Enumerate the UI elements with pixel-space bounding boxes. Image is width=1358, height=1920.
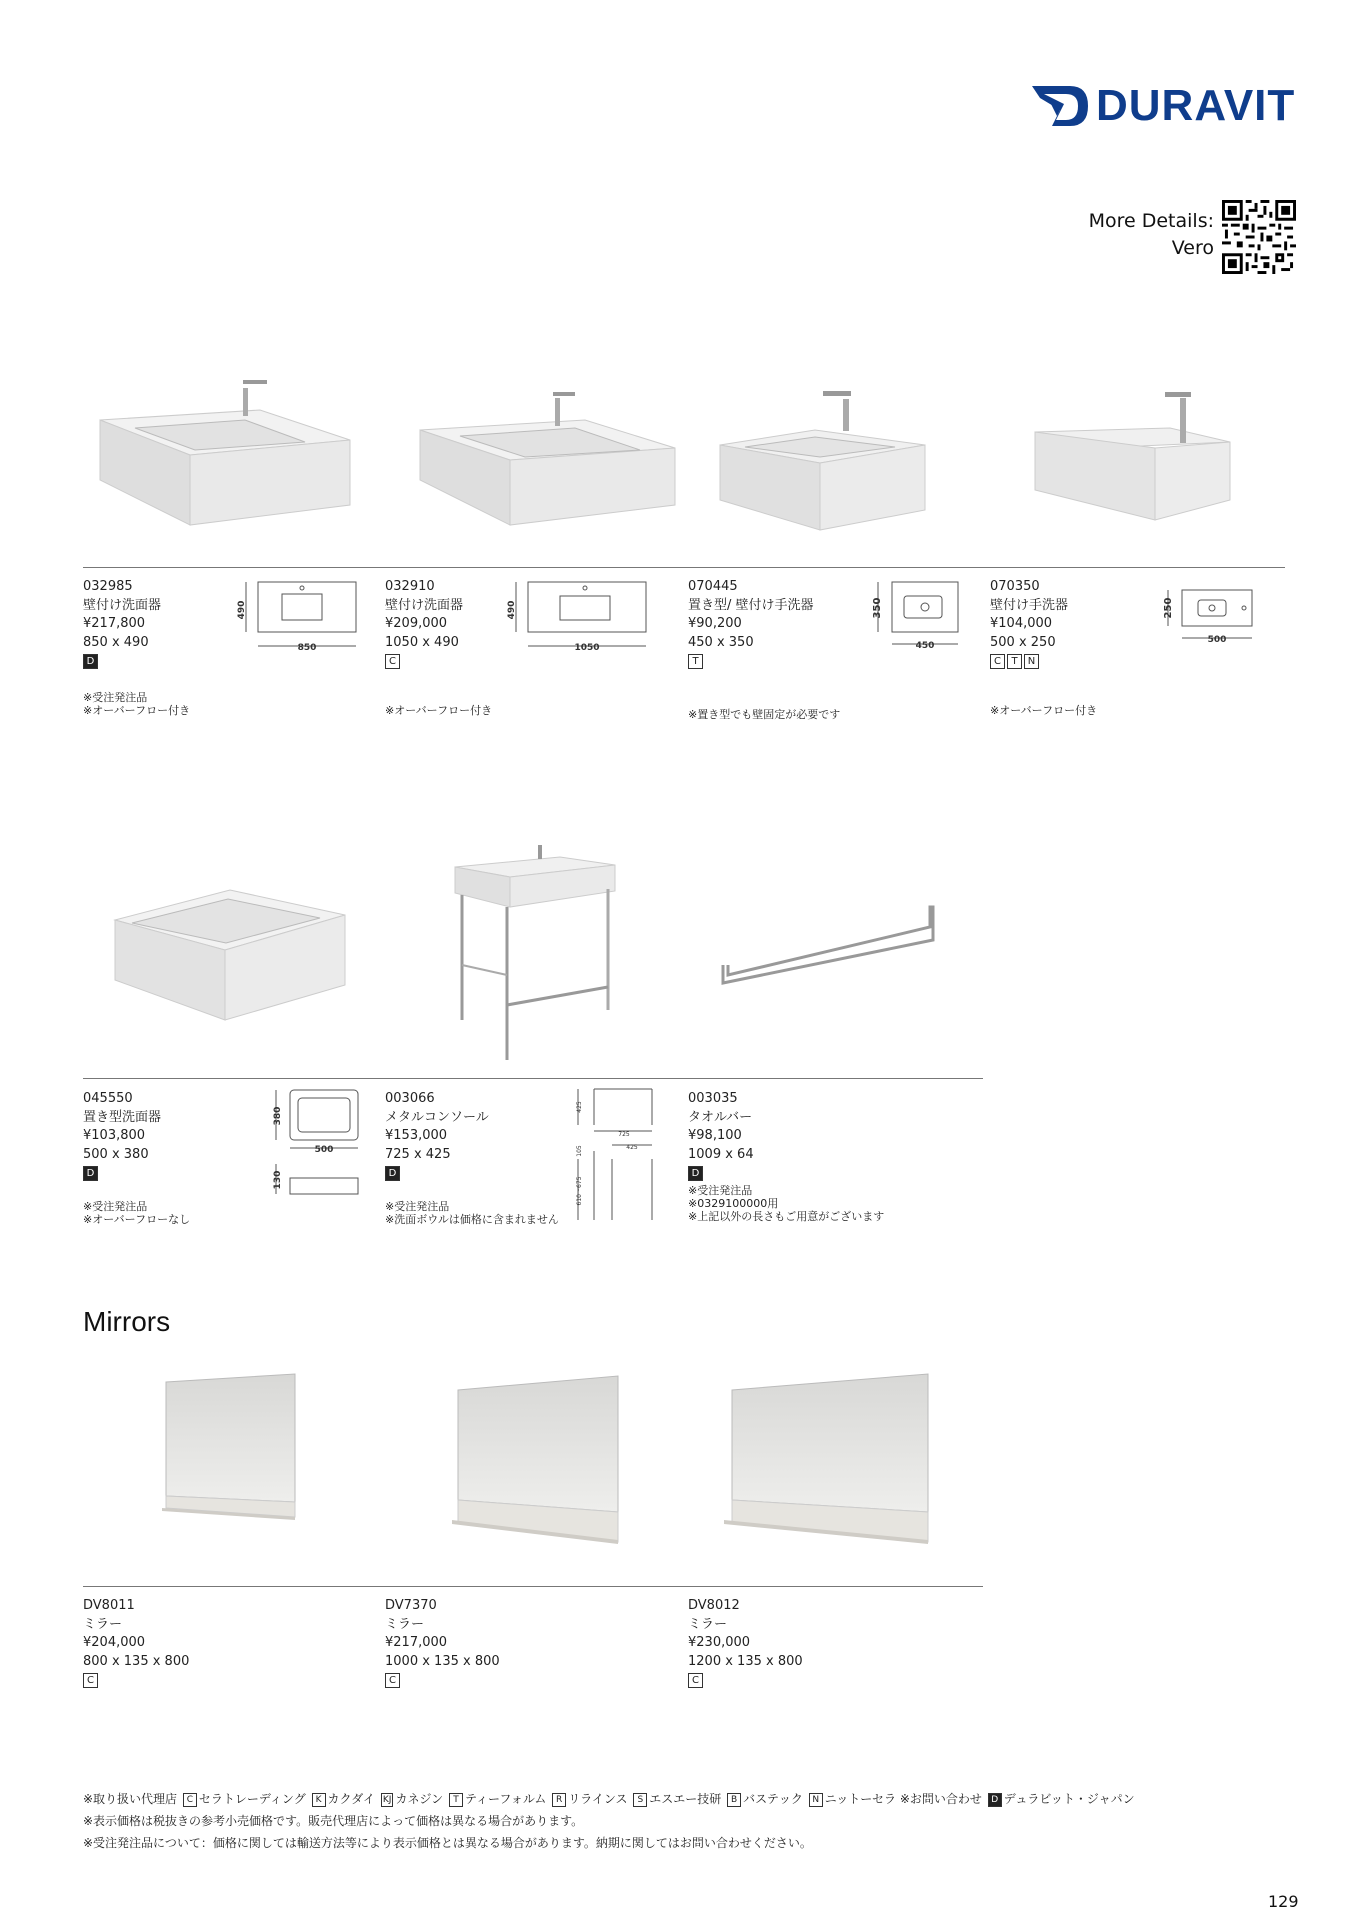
product-code: DV7370 xyxy=(385,1598,437,1613)
dealer-key: T xyxy=(449,1793,463,1807)
dealer-name: ティーフォルム xyxy=(464,1792,547,1806)
dealer-name: リラインス xyxy=(568,1792,628,1806)
dimension-drawing-032910 xyxy=(507,580,650,660)
dealer-badge-d: D xyxy=(83,1166,98,1181)
note: ※オーバーフロー付き xyxy=(83,704,191,717)
product-code: 070445 xyxy=(688,579,738,594)
product-name: ミラー xyxy=(688,1616,728,1632)
dim-c: 425 xyxy=(626,1144,638,1151)
note: ※オーバーフロー付き xyxy=(385,704,493,717)
note: ※受注発注品 xyxy=(83,1200,148,1213)
product-notes-032985 xyxy=(83,691,190,717)
product-dv8011 xyxy=(83,1597,189,1688)
product-size: 1000 x 135 x 800 xyxy=(385,1653,500,1669)
dealer-badge-t: T xyxy=(1007,654,1022,669)
dealer-key: B xyxy=(727,1793,741,1807)
product-notes-003035 xyxy=(688,1184,884,1223)
dealer-name: デュラビット・ジャパン xyxy=(1003,1792,1135,1806)
product-size: 450 x 350 xyxy=(688,634,754,650)
dealer-badge-c: C xyxy=(385,654,400,669)
dim-width: 850 xyxy=(297,643,317,653)
dim-d: 105 xyxy=(576,1145,583,1157)
dim-e: 610～675 xyxy=(576,1176,583,1206)
product-price: ¥217,000 xyxy=(385,1635,448,1650)
dealer-badge-c: C xyxy=(385,1673,400,1688)
dim-width: 450 xyxy=(915,641,935,651)
note: ※置き型でも壁固定が必要です xyxy=(688,708,841,721)
footer-order-note: ※受注発注品について：価格に関しては輸送方法等により表示価格とは異なる場合があります。納期に関してはお問い合わせください。 xyxy=(83,1836,812,1850)
product-price: ¥98,100 xyxy=(688,1128,742,1143)
product-code: 003035 xyxy=(688,1091,738,1106)
product-image-032910 xyxy=(415,390,675,530)
product-image-045550 xyxy=(110,885,350,1025)
product-name: ミラー xyxy=(385,1616,425,1632)
product-032985 xyxy=(83,578,161,669)
dealer-badge-c: C xyxy=(990,654,1005,669)
dimension-drawing-070445 xyxy=(870,578,965,658)
product-size: 1200 x 135 x 800 xyxy=(688,1653,803,1669)
product-code: 045550 xyxy=(83,1091,133,1106)
product-code: 032985 xyxy=(83,579,133,594)
product-size: 1050 x 490 xyxy=(385,634,459,650)
dim-width: 500 xyxy=(314,1145,334,1155)
note: ※オーバーフローなし xyxy=(83,1213,191,1226)
dimension-drawing-045550 xyxy=(268,1088,368,1203)
dealer-badge-c: C xyxy=(83,1673,98,1688)
dim-height: 490 xyxy=(237,600,247,620)
note: ※受注発注品 xyxy=(688,1184,753,1197)
product-price: ¥204,000 xyxy=(83,1635,146,1650)
dealer-key: N xyxy=(809,1793,823,1807)
product-003035 xyxy=(688,1090,754,1181)
dealer-key: C xyxy=(183,1793,197,1807)
dealer-name: カクダイ xyxy=(327,1792,376,1806)
product-price: ¥217,800 xyxy=(83,616,146,631)
product-003066 xyxy=(385,1090,489,1181)
duravit-logo xyxy=(1030,80,1296,132)
dealer-badge-d: D xyxy=(83,654,98,669)
note: ※受注発注品 xyxy=(83,691,148,704)
dim-height: 350 xyxy=(872,597,883,619)
dim-a: 425 xyxy=(576,1101,583,1113)
product-045550 xyxy=(83,1090,161,1181)
product-name: 壁付け手洗器 xyxy=(990,597,1069,613)
product-notes-045550 xyxy=(83,1200,190,1226)
note: ※受注発注品 xyxy=(385,1200,450,1213)
product-image-dv7370 xyxy=(452,1372,627,1547)
dim-height: 380 xyxy=(273,1106,283,1126)
product-image-070350 xyxy=(1030,390,1235,525)
dealer-name: エスエー技研 xyxy=(649,1792,722,1806)
product-code: DV8012 xyxy=(688,1598,740,1613)
dealer-name: カネジン xyxy=(395,1792,444,1806)
product-name: タオルバー xyxy=(688,1109,753,1125)
product-name: ミラー xyxy=(83,1616,123,1632)
dealers-prefix: ※取り扱い代理店 xyxy=(83,1792,178,1806)
dealer-key: S xyxy=(633,1793,647,1807)
dealer-name: セラトレーディング xyxy=(198,1792,306,1806)
note: ※0329100000用 xyxy=(688,1197,779,1210)
note: ※洗面ボウルは価格に含まれません xyxy=(385,1213,559,1226)
product-070350 xyxy=(990,578,1068,669)
product-name: 置き型/ 壁付け手洗器 xyxy=(688,597,814,613)
more-details-series: Vero xyxy=(1171,237,1214,259)
product-code: 032910 xyxy=(385,579,435,594)
dealer-name: ニットーセラ xyxy=(824,1792,897,1806)
product-032910 xyxy=(385,578,463,669)
row1-divider xyxy=(83,567,1285,568)
dimension-drawing-003066 xyxy=(572,1085,657,1225)
product-price: ¥230,000 xyxy=(688,1635,751,1650)
dim-b: 725 xyxy=(618,1131,630,1138)
dim-width: 1050 xyxy=(574,643,600,653)
product-name: 壁付け洗面器 xyxy=(385,597,464,613)
row2-divider xyxy=(83,1078,983,1079)
note: ※上記以外の長さもご用意がございます xyxy=(688,1210,885,1223)
more-details xyxy=(1089,208,1214,262)
product-size: 500 x 380 xyxy=(83,1146,149,1162)
inquiry-label: ※お問い合わせ xyxy=(899,1792,982,1806)
dealer-key: R xyxy=(552,1793,566,1807)
product-price: ¥103,800 xyxy=(83,1128,146,1143)
product-notes-070350 xyxy=(990,704,1097,717)
product-size: 1009 x 64 xyxy=(688,1146,754,1162)
more-details-label: More Details: xyxy=(1088,210,1214,232)
product-price: ¥90,200 xyxy=(688,616,742,631)
product-image-003035 xyxy=(718,905,943,990)
product-name: 壁付け洗面器 xyxy=(83,597,162,613)
mirrors-divider xyxy=(83,1586,983,1587)
product-price: ¥104,000 xyxy=(990,616,1053,631)
dimension-drawing-070350 xyxy=(1160,580,1260,655)
dimension-drawing-032985 xyxy=(237,580,360,660)
product-name: 置き型洗面器 xyxy=(83,1109,162,1125)
product-size: 500 x 250 xyxy=(990,634,1056,650)
page-number: 129 xyxy=(1268,1892,1299,1911)
footer-dealers xyxy=(83,1790,1135,1807)
product-price: ¥209,000 xyxy=(385,616,448,631)
dealer-badge-d: D xyxy=(688,1166,703,1181)
product-070445 xyxy=(688,578,814,669)
dim-height: 490 xyxy=(507,600,517,620)
dealer-key: KJ xyxy=(382,1794,392,1805)
product-size: 800 x 135 x 800 xyxy=(83,1653,190,1669)
dealer-badge-n: N xyxy=(1024,654,1039,669)
product-code: DV8011 xyxy=(83,1598,135,1613)
product-image-070445 xyxy=(715,385,930,535)
product-notes-070445 xyxy=(688,708,840,721)
qr-code-icon[interactable] xyxy=(1222,200,1296,274)
product-image-dv8011 xyxy=(160,1372,300,1522)
dealer-key: D xyxy=(988,1793,1002,1807)
dealer-key: K xyxy=(312,1793,326,1807)
footer-price-note: ※表示価格は税抜きの参考小売価格です。販売代理店によって価格は異なる場合があります。 xyxy=(83,1814,584,1828)
product-notes-003066 xyxy=(385,1200,559,1226)
dealer-badge-d: D xyxy=(385,1166,400,1181)
note: ※オーバーフロー付き xyxy=(990,704,1098,717)
product-dv7370 xyxy=(385,1597,500,1688)
dim-height: 250 xyxy=(1163,597,1174,619)
dealer-badge-c: C xyxy=(688,1673,703,1688)
dim-depth: 130 xyxy=(273,1170,283,1190)
dealer-name: バステック xyxy=(743,1792,803,1806)
product-code: 003066 xyxy=(385,1091,435,1106)
mirrors-section-title: Mirrors xyxy=(83,1306,171,1337)
product-code: 070350 xyxy=(990,579,1040,594)
dealer-badge-t: T xyxy=(688,654,703,669)
product-notes-032910 xyxy=(385,704,492,717)
product-size: 850 x 490 xyxy=(83,634,149,650)
brand-name: DURAVIT xyxy=(1096,81,1296,130)
duravit-bird-icon xyxy=(1030,80,1092,132)
product-size: 725 x 425 xyxy=(385,1146,451,1162)
product-dv8012 xyxy=(688,1597,803,1688)
dim-width: 500 xyxy=(1207,635,1227,645)
product-image-032985 xyxy=(95,370,350,530)
product-image-dv8012 xyxy=(722,1372,934,1547)
product-image-003066 xyxy=(450,845,620,1065)
product-name: メタルコンソール xyxy=(385,1109,489,1125)
product-price: ¥153,000 xyxy=(385,1128,448,1143)
